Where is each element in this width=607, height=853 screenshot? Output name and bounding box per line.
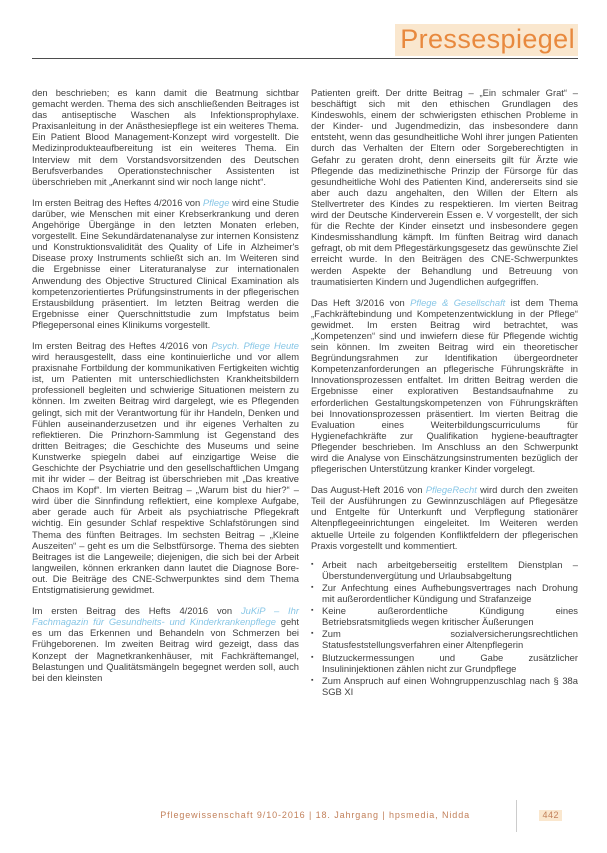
paragraph-text: Im ersten Beitrag des Hefts 4/2016 von [32,605,241,617]
paragraph-continuation [32,87,299,187]
page-title [32,24,578,54]
footer-journal-line: Pflegewissenschaft 9/10-2016 | 18. Jahrgang | hpsmedia, Nidda [160,810,470,820]
journal-link-pflege[interactable]: Pflege [202,196,230,208]
paragraph-text: Das August-Heft 2016 von [311,484,426,496]
page-header [32,0,578,59]
text-body [32,87,578,793]
list-item-text: Keine außerordentliche Kündigung eines Betriebsratsmitglieds wegen kritischer Äußerungen [322,605,578,628]
court-rulings-list [311,559,578,697]
paragraph-pflege-gesellschaft [311,297,578,475]
list-item [311,675,578,697]
paragraph-text: Das Heft 3/2016 von [311,296,411,308]
paragraph-text: wird eine Studie darüber, wie Menschen mit einer Krebserkrankung und deren Angehörige Übergänge in den letzten Monaten erleben, vorgestellt. Eine Sekundärdatenanalyse zur internen Konsistenz und Konstruktionsvalidität des Quality of Life in Alzheimer's Disease proxy Instruments schließt sich an. Im Weiteren sind die Ergebnisse einer Literaturanalyse zur internationalen Anwendung des Objective Structured Clinical Examination als kompetenzorientiertes Prüfungsinstruments in der pflegerischen Erstausbildung präsentiert. Im letzten Beitrag werden die Ergebnisse einer Querschnittstudie zum Impfstatus beim Pflegepersonal eines Klinikums vorgestellt. [32,196,299,330]
paragraph-jukip [32,605,299,683]
journal-link-pflege-gesellschaft[interactable]: Pflege & Gesellschaft [410,296,506,308]
list-item-text: Zum Anspruch auf einen Wohngruppenzuschlag nach § 38a SGB XI [322,674,578,697]
header-rule [32,58,578,59]
paragraph-text: Im ersten Beitrag des Heftes 4/2016 von [32,196,203,208]
journal-link-pflegerecht[interactable]: PflegeRecht [425,484,477,496]
list-item [311,605,578,627]
paragraph-text: wird herausgestellt, dass eine kontinuierliche und vor allem praxisnahe Fortbildung der kommunikativen Fertigkeiten wichtig ist, um Patienten mit unterschiedlichsten Krankheitsbildern professionell begleiten und schwierige Situationen meistern zu können. Im zweiten Beitrag wird dargelegt, wie es Pflegenden gelingt, sich mit der Verantwortung für ihr Handeln, Denken und Fühlen auseinanderzusetzen und ihr eigenes Verhalten zu reflektieren. Die Prinzhorn-Sammlung ist Gegenstand des dritten Beitrages; die Geschichte des Museums und seine Kunstwerke spiegeln dabei auf einzigartige Weise die Geschichte der Psychiatrie und den gesellschaftlichen Umgang mit ihr wider – der Beitrag ist überschrieben mit „Das kreative Chaos im Kopf“. Im vierten Beitrag – „Warum bist du hier?“ – wird über die Sinnfindung reflektiert, eine komplexe Aufgabe, aber gerade auch für Arbeit als psychiatrische Pflegekraft wichtig. Ein gesunder Schlaf respektive Schlafstörungen sind Thema des fünften Beitrages. Im sechsten Beitrag – „Kleine Auszeiten“ – geht es um die Selbstfürsorge. Thema des siebten Beitrages ist die Langeweile; diejenigen, die sich bei der Arbeit langweilen, können erkranken dann lautet die Diagnose Bore-out. Die Beiträge des CNE-Schwerpunktes sind dem Thema Entstigmatisierung gewidmet. [32,351,299,596]
footer-divider [516,800,517,832]
page-footer [32,800,578,834]
list-item-text: Zur Anfechtung eines Aufhebungsvertrages nach Drohung mit außerordentlicher Kündigung und Strafanzeige [322,581,578,605]
list-item-text: Arbeit nach arbeitgeberseitig erstelltem Dienstplan – Überstundenvergütung und Urlaubsabgeltung [322,558,578,581]
right-column [311,87,578,793]
page-number: 442 [539,810,562,821]
left-column [32,87,299,793]
paragraph-text: ist dem Thema „Fachkräftebindung und Kompetenzentwicklung in der Pflege“ gewidmet. Im ersten Beitrag wird betrachtet, was „Kompetenzen“ sind und inwiefern diese für Pflegende wichtig sein können. Im zweiten Beitrag wird ein theoretischer Begründungsrahmen zur Identifikation übergeordneter Kompetenzanforderungen an pflegerische Führungskräfte in Innovationsprozessen entfaltet. Im dritten Beitrag werden die Ergebnisse einer explorativen Bestandsaufnahme zu erforderlichen Gestaltungskompetenzen von Führungskräften bei Innovationsprozessen präsentiert. Im vierten Beitrag die Evaluation eines Weiterbildungscurriculums für Hygienefachkräfte zur Qualifikation hygiene-beauftragter Pflegender beschrieben. Im Anschluss an den Schwerpunkt wird die Analyse von Einschätzungsinstrumenten bezüglich der pflegerischen Unterstützung kranker Kinder vorgelegt. [311,296,578,475]
paragraph-pflegerecht [311,484,578,551]
journal-link-psych-pflege-heute[interactable]: Psych. Pflege Heute [211,339,299,351]
list-item [311,582,578,604]
paragraph-text: wird durch den zweiten Teil der Ausführungen zu Gewinnzuschlägen auf Pflegesätze und Entgelte für Unterkunft und Verpflegung stationärer Altenpflegeeinrichtungen eingeleitet. Im Weiteren werden aktuelle Urteile zu folgenden Konfliktfeldern der pflegerischen Praxis vorgestellt und kommentiert. [311,484,578,551]
list-item [311,559,578,581]
paragraph-text: Patienten greift. Der dritte Beitrag – „Ein schmaler Grat“ – beschäftigt sich mit den ethischen Grundlagen des Kindeswohls, einem der schwierigsten ethischen Probleme in der Kinder- und Jugendmedizin, das insbesondere dann entsteht, wenn das gesundheitliche Wohl ihrer jungen Patienten durch das Verhalten der Eltern oder Sorgeberechtigten in Gefahr zu geraten droht, denn einerseits gilt für Ärzte wie Pflegende das medizinethische Prinzip der Fürsorge für das gesundheitliche Wohl des Patienten Kind, andererseits sind sie aber auch dazu angehalten, den Willen der Eltern als Stellvertreter des Kindes zu respektieren. Im vierten Beitrag wird der Deutsche Kinderverein Essen e. V vorgestellt, der sich für die Rechte der Kinder einsetzt und insbesondere gegen Kindesmisshandlung kämpft. Im fünften Beitrag wird danach gefragt, ob mit dem Pflegestärkungsgesetz das gewünschte Ziel erreicht wurde. In den Beiträgen des CNE-Schwerpunktes werden Aspekte der Behandlung und Betreuung von traumatisierten Kindern und Jugendlichen aufgegriffen. [311,87,578,287]
list-item-text: Blutzuckermessungen und Gabe zusätzlicher Insulininjektionen zählen nicht zur Grundpflege [322,651,578,674]
list-item [311,628,578,650]
journal-link-jukip[interactable]: JuKiP – Ihr Fachmagazin für Gesundheits- und Kinderkrankenpflege [32,605,299,628]
paragraph-text: geht es um das Erkennen und Behandeln von Schmerzen bei Frühgeborenen. Im zweiten Beitrag wird gezeigt, dass das Konzept der Magnetkrankenhäuser, mit Fachkräftemangel, Belastungen und Qualitätsmängeln begegnet werden soll, auch bei den kleinsten [32,616,299,683]
list-item [311,652,578,674]
page-title-text: Pressespiegel [395,24,578,56]
list-item-text: Zum sozialversicherungsrechtlichen Statusfeststellungsverfahren einer Altenpflegerin [322,628,578,651]
paragraph-continuation [311,87,578,287]
paragraph-text: den beschrieben; es kann damit die Beatmung sichtbar gemacht werden. Thema des sich anschließenden Beitrages ist das antiseptische Waschen als Infektionsprophylaxe. Praxisanleitung in der Anästhesiepflege ist ein weiteres Thema. Ein Patient Blood Management-Konzept wird vorgestellt. Die Medizinprodukteaufbereitung ist ein weiteres Thema. Ein Interview mit dem Vorstandsvorsitzenden des Deutschen Berufsverbandes Operationstechnischer Assistenten ist überschrieben mit „Anerkannt sind wir noch lange nicht“. [32,87,299,187]
paragraph-psych-pflege-heute [32,340,299,595]
paragraph-pflege [32,197,299,330]
paragraph-text: Im ersten Beitrag des Heftes 4/2016 von [32,339,212,351]
